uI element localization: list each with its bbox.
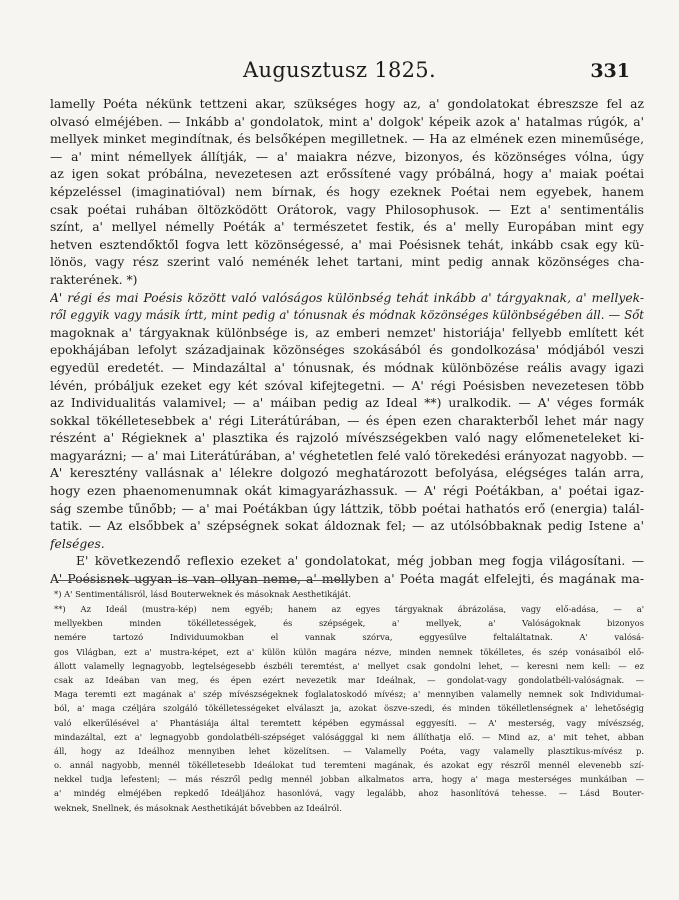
main-text [50, 96, 644, 589]
footnote-line: gos Világban, ezt a' mustra-képet, ezt a' külön külön magára nézve, minden nemnek tökélletes, és szép vonásaiból elő- [54, 646, 644, 657]
text-line: hetven esztendőktől fogva lett közönségessé, a' mai Poésisnek tehát, inkább csak egy kü- [50, 237, 644, 252]
text-line: lönös, vagy rész szerint való neménék lehet tartani, mint pedig annak közönséges cha- [50, 255, 644, 270]
footnote-line: mindazáltal, ezt a' legnagyobb gondolatbéli-szépséget valóságggal ki nem állíthatja elő. — Mind az, a' mit tehet, abban [54, 731, 644, 742]
text-line: az Individualitás valamivel; — a' máiban pedig az Ideal **) uralkodik. — A' véges formák [50, 396, 644, 411]
text-line: A' keresztény vallásnak a' lélekre dolgozó meghatározott befolyása, elégséges talán arra, [50, 466, 644, 481]
text-line: E' következendő reflexio ezeket a' gondolatokat, még jobban meg fogja világosítani. — [76, 554, 644, 569]
footnote-line: Maga teremti ezt magának a' szép mívészségeknek foglalatoskodó mívész; a' mennyiben valamelly nemnek sok Individumai- [54, 689, 644, 700]
text-line: sokkal tökélletesebbek a' régi Literátúrában, — és épen ezen charakterből lehet már nagy [50, 413, 644, 428]
text-line: olvasó elméjében. — Inkább a' gondolatok, mint a' dolgok' képeik azok a' hatalmas rúgók, a' [50, 114, 644, 129]
footnote-sentimental [54, 589, 644, 600]
footnote-line: áll, hogy az Ideálhoz mennyiben lehet közelítsen. — Valamelly Poéta, vagy valamelly plasztikus-mívész p. [54, 745, 644, 756]
text-line: képzeléssel (imaginatióval) nem bírnak, és hogy ezeknek Poétai nem egyebek, hanem [50, 184, 644, 199]
footnote-line: nemére tartozó Individuumokban el vannak szórva, eggyesűlve feltaláltatnak. A' valósá- [54, 632, 644, 643]
footnote-line: ból, a' maga czéljára szolgáló tökélletességeket elválaszt ja, azokat öszve-szedi, és minden tökélletlenségnek a' lehetőségig [54, 703, 644, 714]
text-line: lamelly Poéta nékünk tettzeni akar, szükséges hogy az, a' gondolatokat ébreszsze fel az [50, 97, 644, 111]
text-line: egyedül eredetét. — Mindazáltal a' tónusnak, és módnak különbözése reális avagy igazi [50, 360, 644, 375]
footnote-line: csak az Ideában van meg, és épen ezért nevezetik mar Ideálnak, — gondolat-vagy gondolatbéli-valóságnak. — [54, 674, 644, 685]
text-line: magoknak a' tárgyaknak különbsége is, az emberi nemzet' historiája' fellyebb említett két [50, 325, 644, 340]
text-line: — a' mint némellyek állítják, — a' maiakra nézve, bizonyos, és közönséges vólna, úgy [50, 149, 644, 164]
page-header [0, 58, 679, 84]
text-line: A' Poésisnek ugyan is van ollyan neme, a' mellyben a' Poéta magát elfelejti, és magának ma- [50, 572, 644, 587]
text-line: ság szembe tűnőbb; — a' mai Poétákban úgy láttzik, több poétai hathatós erő (energia) talál- [50, 501, 644, 516]
text-line: lévén, próbáljuk ezeket egy két szóval kifejtegetni. — A' régi Poésisben nevezetesen több [50, 378, 644, 393]
text-line: az igen sokat próbálna, nevezetesen azt erőssítené vagy próbálná, hogy a' maiak poétai [50, 167, 644, 182]
text-line: ről eggyik vagy másik írtt, mint pedig a' tónusnak és módnak közönséges különbségében áll. — Sőt [50, 308, 644, 323]
text-line: részént a' Régieknek a' plasztika és rajzoló mívészségekben való nagy előmeneteleket ki- [50, 431, 644, 446]
page-number: 331 [590, 60, 630, 82]
text-line: rakterének. *) [50, 272, 138, 287]
footnote-line: weknek, Snellnek, és másoknak Aesthetikáját bővebben az Ideálról. [54, 802, 342, 813]
footnote-ideal [54, 602, 644, 815]
text-line: hogy ezen phaenomenumnak okát kimagyarázhassuk. — A' régi Poétákban, a' poétai igaz- [50, 484, 644, 499]
footnote-divider [58, 580, 354, 581]
text-line: magyarázni; — a' mai Literátúrában, a' véghetetlen felé való törekedési erányozat nagyobb. — [50, 448, 644, 463]
text-line: tatik. — Az elsőbbek a' szépségnek sokat áldoznak fel; — az utólsóbbaknak pedig Istene a' [50, 519, 644, 534]
footnote-line: mellyekben minden tökélletességek, és szépségek, a' mellyek, a' Valóságoknak bizonyos [54, 618, 644, 629]
footnote-line: nekkel tudja lefesteni; — más részről pedig mennél jobban alkalmatos arra, hogy a' maga mesterséges munkáiban — [54, 774, 644, 785]
text-line: csak poétai ruhában öltözködött Orátorok, vagy Philosophusok. — Ezt a' sentimentális [50, 202, 644, 217]
footnote-text: *) A' Sentimentálisról, lásd Bouterweknek és másoknak Aesthetikáját. [54, 589, 351, 599]
running-title: Augusztusz 1825. [243, 58, 436, 82]
footnote-line: **) Az Ideál (mustra-kép) nem egyéb; hanem az egyes tárgyaknak ábrázolása, vagy elő-adása, — a' [54, 604, 644, 614]
footnote-line: o. annál nagyobb, mennél tökélletesebb Ideálokat tud teremteni magának, és azokat egy részről mennél elevenebb szí- [54, 760, 644, 771]
text-line: mellyek minket megindítnak, és belsőképen megilletnek. — Ha az elmének ezen mineműsége, [50, 132, 644, 147]
footnote-line: való elkerűlésével a' Phantásiája által teremtett képében egymással eggyesíti. — A' mesterség, vagy mívészség, [54, 717, 644, 728]
text-line: felséges. [50, 536, 105, 551]
text-line: epokhájában lefolyt századjainak közönséges szokásából és gondolkozása' módjából veszi [50, 343, 644, 358]
footnote-line: állott valamelly legnagyobb, legtelségesebb észbéli teremtést, a' mellyet csak gondolni lehet, — keresni nem kell: — ez [54, 660, 644, 671]
text-line: színt, a' mellyel némelly Poéták a' természetet festik, és a' melly Europában mint egy [50, 220, 644, 235]
footnote-line: a' mindég elméjében repkedő Ideáljához hasonlóvá, vagy legalább, ahoz hasonlítóvá tehesse. — Lásd Bouter- [54, 788, 644, 799]
text-line: A' régi és mai Poésis között való valóságos különbség tehát inkább a' tárgyaknak, a' mellyek- [50, 290, 644, 305]
